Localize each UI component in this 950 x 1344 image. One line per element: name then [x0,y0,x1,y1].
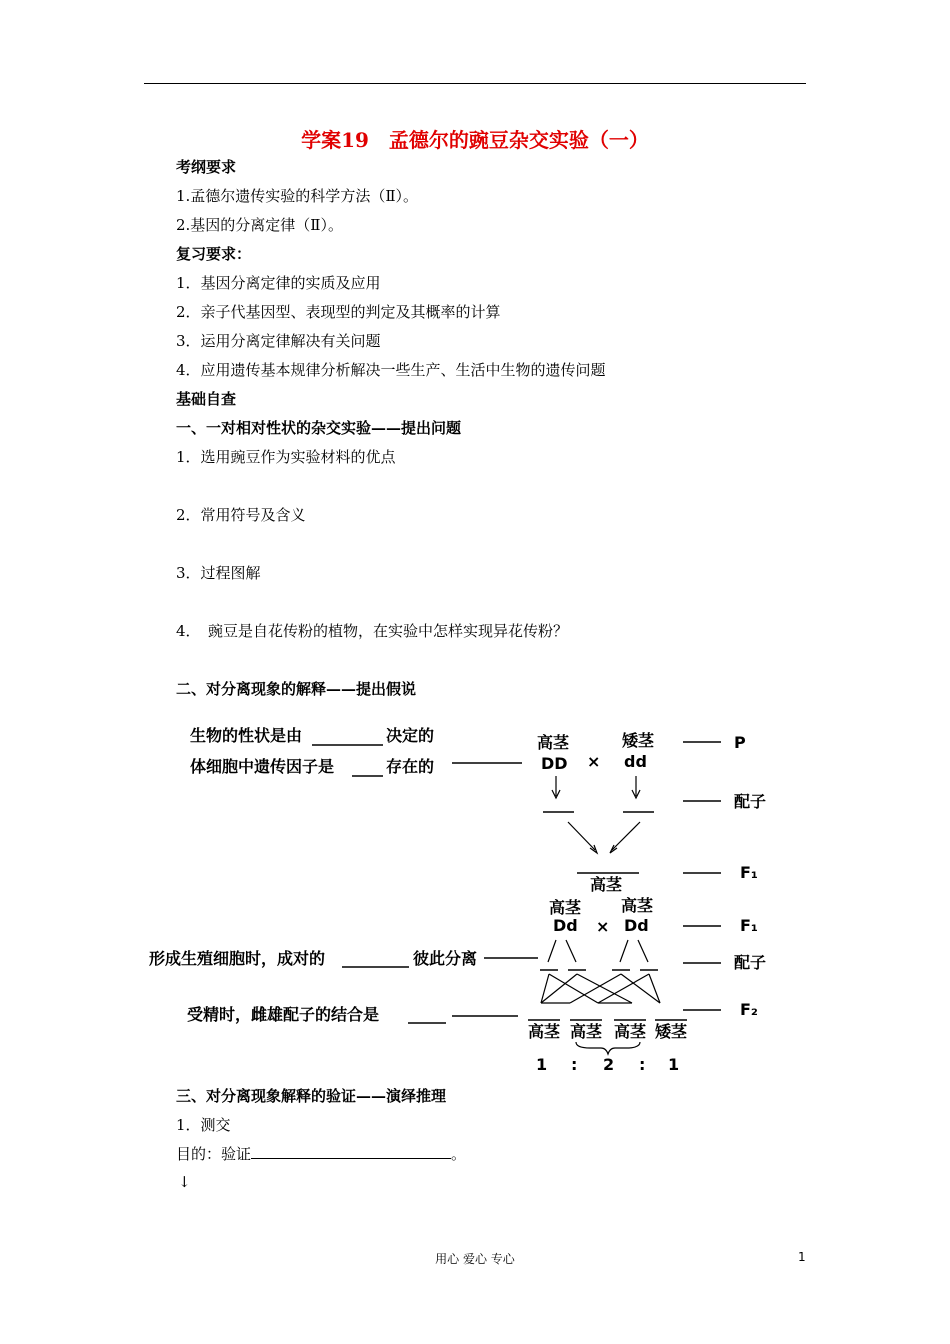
page-title: 学案19 孟德尔的豌豆杂交实验（一） [301,128,649,152]
list-item: 4．应用遗传基本规律分析解决一些生产、生活中生物的遗传问题 [176,361,606,379]
section-heading-part3: 三、对分离现象解释的验证——演绎推理 [176,1087,447,1105]
f1-left-genotype: Dd [553,916,578,935]
f1-left-label: 高茎 [549,898,582,917]
row-label-gamete-2: 配子 [734,953,767,972]
list-item: 1．选用豌豆作为实验材料的优点 [176,448,396,466]
fertilization-lines [541,974,660,1003]
cross-symbol: × [596,917,610,936]
ratio-separator: : [639,1055,646,1074]
f1-right-label: 高茎 [621,896,654,915]
answer-blank [251,1144,451,1159]
p-right-genotype: dd [624,752,647,771]
f2-label: 矮茎 [655,1022,688,1041]
arrow-line [620,940,628,962]
row-label-gamete: 配子 [734,792,767,811]
page-number: 1 [798,1250,806,1264]
hypothesis-text-2a: 体细胞中遗传因子是 [190,757,335,776]
list-item: 2．常用符号及含义 [176,506,306,524]
p-left-genotype: DD [541,754,568,773]
section-heading-part1: 一、一对相对性状的杂交实验——提出问题 [176,419,462,437]
purpose-prefix: 目的：验证 [176,1145,252,1163]
arrow-line [568,822,595,850]
f2-label: 高茎 [528,1022,561,1041]
f1-label: 高茎 [590,875,623,894]
arrow-line [548,940,556,962]
ratio-value: 2 [603,1055,615,1074]
purpose-line [176,1144,466,1164]
f2-label: 高茎 [570,1022,603,1041]
hypothesis-text-2b: 存在的 [386,757,435,776]
list-item: 2．亲子代基因型、表现型的判定及其概率的计算 [176,303,501,321]
section-heading-basics: 基础自查 [176,390,237,408]
f1-right-genotype: Dd [624,916,649,935]
list-item: 3．运用分离定律解决有关问题 [176,332,381,350]
list-item: 3．过程图解 [176,564,261,582]
purpose-suffix: 。 [451,1145,467,1163]
arrow-line [566,940,576,962]
section-heading-part2: 二、对分离现象的解释——提出假说 [176,680,417,698]
f2-label: 高茎 [614,1022,647,1041]
hypothesis-text-3b: 彼此分离 [413,949,478,968]
down-arrow-icon: ↓ [178,1173,191,1191]
arrow-line [638,940,648,962]
ratio-value: 1 [668,1055,680,1074]
list-item: 1．基因分离定律的实质及应用 [176,274,381,292]
ratio-separator: : [571,1055,578,1074]
hypothesis-text-1a: 生物的性状是由 [190,726,303,745]
footer-text: 用心 爱心 专心 [435,1252,515,1266]
list-item: 4． 豌豆是自花传粉的植物，在实验中怎样实现异花传粉？ [176,622,569,640]
brace [576,1042,640,1054]
cross-symbol: × [587,752,601,771]
arrow-line [612,822,640,850]
hypothesis-text-3a: 形成生殖细胞时，成对的 [149,949,326,968]
ratio-value: 1 [536,1055,548,1074]
list-item: 1.孟德尔遗传实验的科学方法（Ⅱ）。 [176,187,419,205]
row-label-f1: F₁ [740,863,758,882]
p-right-label: 矮茎 [622,731,655,750]
hypothesis-text-4a: 受精时，雌雄配子的结合是 [187,1005,380,1024]
section-heading-syllabus: 考纲要求 [176,158,237,176]
list-item: 2.基因的分离定律（Ⅱ）。 [176,216,344,234]
row-label-f1-second: F₁ [740,916,758,935]
row-label-p: P [734,733,746,752]
row-label-f2: F₂ [740,1000,758,1019]
list-item: 1．测交 [176,1116,231,1134]
p-left-label: 高茎 [537,733,570,752]
hypothesis-text-1b: 决定的 [386,726,435,745]
section-heading-review: 复习要求： [176,245,252,263]
